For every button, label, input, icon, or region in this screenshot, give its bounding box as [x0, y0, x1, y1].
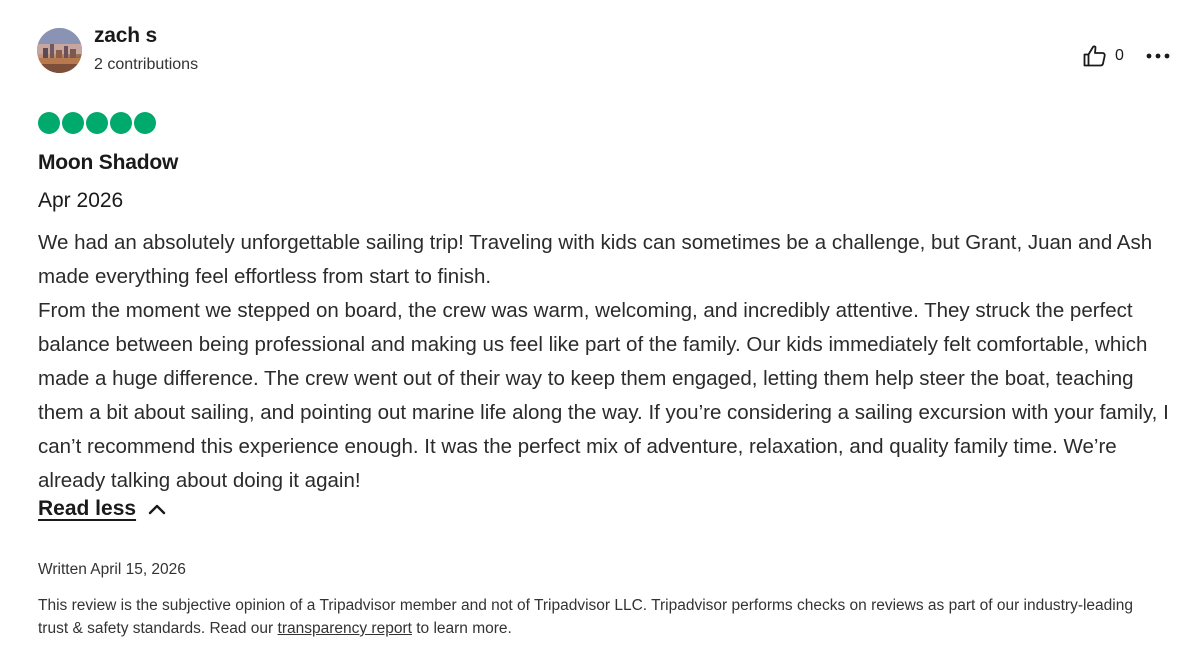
read-less-button[interactable]	[38, 497, 166, 521]
review-paragraph: We had an absolutely unforgettable sailing trip! Traveling with kids can sometimes be a challenge, but Grant, Juan and Ash made everything feel effortless from start to finish.	[38, 231, 1153, 288]
rating-bubbles	[38, 112, 158, 134]
more-options-button[interactable]	[1144, 44, 1172, 68]
review-body	[38, 226, 1178, 498]
review-paragraph: From the moment we stepped on board, the crew was warm, welcoming, and incredibly attentive. They struck the perfect balance between being professional and making us feel like part of the family. Our kids immediately felt comfortable, which made a huge difference. The crew went out of their way to keep them engaged, letting them help steer the boat, teaching them a bit about sailing, and pointing out marine life along the way. If you’re considering a sailing excursion with your family, I can’t recommend this experience enough. It was the perfect mix of adventure, relaxation, and quality family time. We’re already talking about doing it again!	[38, 299, 1169, 492]
transparency-report-link[interactable]: transparency report	[277, 620, 412, 637]
review-title: Moon Shadow	[38, 151, 179, 174]
rating-bubble	[110, 112, 132, 134]
helpful-vote-button[interactable]	[1082, 44, 1124, 68]
reviewer-name[interactable]: zach s	[94, 24, 157, 47]
trip-date: Apr 2026	[38, 189, 124, 212]
disclaimer-text-end: to learn more.	[411, 620, 512, 637]
more-horizontal-icon	[1146, 53, 1170, 59]
written-date: Written April 15, 2026	[38, 561, 186, 578]
thumbs-up-icon	[1082, 44, 1108, 68]
contributions-count: 2 contributions	[94, 56, 199, 73]
rating-bubble	[62, 112, 84, 134]
chevron-up-icon	[148, 503, 166, 515]
rating-bubble	[38, 112, 60, 134]
read-less-label: Read less	[38, 497, 137, 520]
avatar[interactable]	[37, 28, 82, 73]
disclaimer-text: This review is the subjective opinion of a Tripadvisor member and not of Tripadvisor LLC. Tripadvisor performs checks on reviews as part of our industry-leading trust & safety standards. Read our	[38, 597, 1133, 637]
avatar-photo-icon	[37, 28, 82, 73]
review-disclaimer	[38, 594, 1148, 640]
helpful-count: 0	[1115, 47, 1124, 64]
rating-bubble	[86, 112, 108, 134]
rating-bubble	[134, 112, 156, 134]
